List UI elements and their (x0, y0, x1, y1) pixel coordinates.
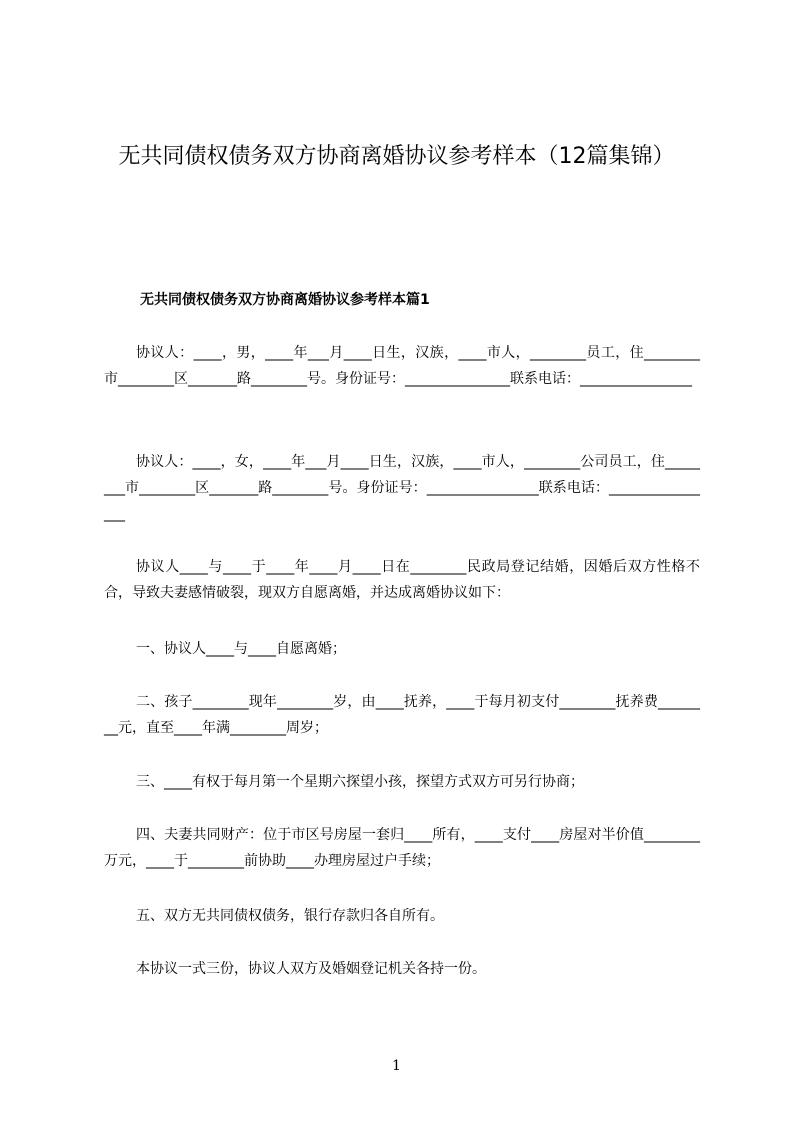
party-one-paragraph: 协议人：____，男，____年___月____日生，汉族，____市人，________员工，住________市________区_______路________号。身份证号：_______________联系电话：________________ (104, 345, 700, 387)
section-heading: 无共同债权债务双方协商离婚协议参考样本篇1 (140, 292, 430, 308)
copies-statement: 本协议一式三份，协议人双方及婚姻登记机关各持一份。 (136, 961, 486, 977)
clause-five: 五、双方无共同债权债务，银行存款归各自所有。 (136, 908, 444, 924)
party-two-paragraph: 协议人：____，女，____年___月____日生，汉族，____市人，________公司员工，住________市________区_______路________号。身份证号：________________联系电话：________________ (104, 454, 700, 522)
document-title: 无共同债权债务双方协商离婚协议参考样本（12篇集锦） (118, 144, 675, 169)
page-number: 1 (392, 1058, 401, 1074)
clause-three: 三、____有权于每月第一个星期六探望小孩，探望方式双方可另行协商； (136, 774, 584, 790)
clause-two: 二、孩子________现年________岁，由____抚养，____于每月初支付________抚养费________元，直至____年满________周岁； (104, 694, 700, 736)
marriage-info-paragraph: 协议人____与____于____年____月____日在________民政局登记结婚，因婚后双方性格不合，导致夫妻感情破裂，现双方自愿离婚，并达成离婚协议如下： (104, 559, 700, 601)
clause-one: 一、协议人____与____自愿离婚； (136, 641, 346, 657)
clause-four: 四、夫妻共同财产：位于市区号房屋一套归____所有，____支付____房屋对半价值________万元，____于________前协助____办理房屋过户手续； (104, 827, 700, 869)
